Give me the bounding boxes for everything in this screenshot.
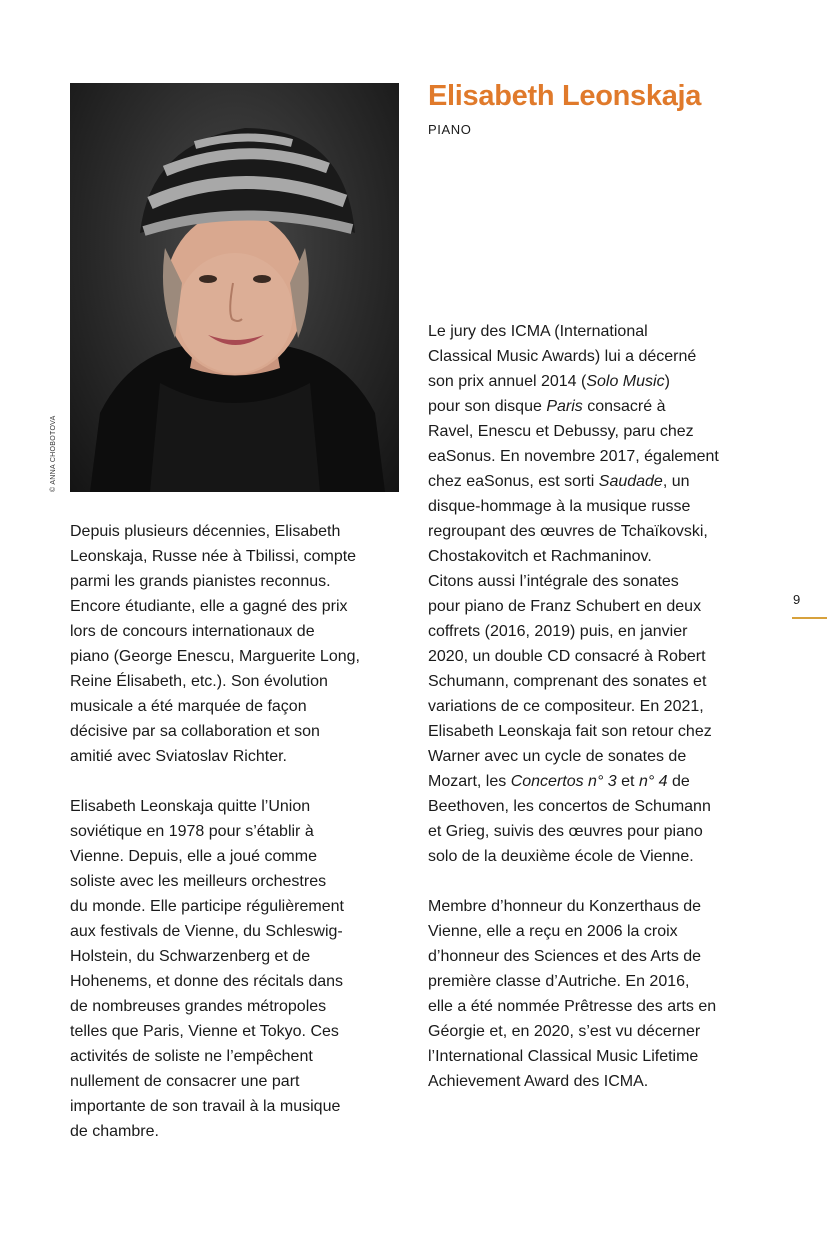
text-segment: consacré à (582, 398, 666, 415)
text-line: telles que Paris, Vienne et Tokyo. Ces (70, 1023, 339, 1040)
italic-title: n° 4 (638, 773, 668, 790)
text-line (428, 719, 758, 744)
text-line (428, 544, 758, 569)
text-line (428, 694, 758, 719)
text-segment: Schumann, comprenant des sonates et (428, 673, 707, 690)
text-line: Reine Élisabeth, etc.). Son évolution (70, 673, 328, 690)
text-line: Depuis plusieurs décennies, Elisabeth (70, 523, 341, 540)
text-segment: Achievement Award des ICMA. (428, 1073, 649, 1090)
italic-title: Saudade (598, 473, 663, 490)
text-line (428, 444, 758, 469)
text-segment: Vienne, elle a reçu en 2006 la croix (428, 923, 678, 940)
text-segment: regroupant des œuvres de Tchaïkovski, (428, 523, 708, 540)
text-line: Elisabeth Leonskaja quitte l’Union (70, 798, 311, 815)
text-line: aux festivals de Vienne, du Schleswig- (70, 923, 343, 940)
text-segment: et Grieg, suivis des œuvres pour piano (428, 823, 703, 840)
text-line (428, 519, 758, 544)
text-line (428, 419, 758, 444)
text-segment: Le jury des ICMA (International (428, 323, 648, 340)
text-segment: variations de ce compositeur. En 2021, (428, 698, 704, 715)
text-line: amitié avec Sviatoslav Richter. (70, 748, 287, 765)
text-segment: elle a été nommée Prêtresse des arts en (428, 998, 717, 1015)
text-line: Holstein, du Schwarzenberg et de (70, 948, 311, 965)
text-line (428, 919, 758, 944)
text-line (428, 1019, 758, 1044)
biography-paragraph (70, 794, 400, 1144)
portrait-illustration (70, 83, 399, 492)
artist-instrument: PIANO (428, 122, 472, 137)
text-line (428, 894, 758, 919)
photo-credit: © ANNA CHOBOTOVA (50, 415, 57, 492)
text-line (428, 669, 758, 694)
text-line (428, 369, 758, 394)
text-line (428, 794, 758, 819)
text-segment: Citons aussi l’intégrale des sonates (428, 573, 679, 590)
text-line: Vienne. Depuis, elle a joué comme (70, 848, 317, 865)
text-segment: Elisabeth Leonskaja fait son retour chez (428, 723, 712, 740)
text-segment: chez eaSonus, est sorti (428, 473, 599, 490)
page-number: 9 (793, 592, 801, 607)
text-line (428, 394, 758, 419)
text-line (428, 1044, 758, 1069)
text-line (428, 644, 758, 669)
text-line: soliste avec les meilleurs orchestres (70, 873, 327, 890)
text-line (428, 619, 758, 644)
text-segment: Classical Music Awards) lui a décerné (428, 348, 697, 365)
text-segment: Beethoven, les concertos de Schumann (428, 798, 711, 815)
text-segment: son prix annuel 2014 ( (428, 373, 587, 390)
text-line (428, 469, 758, 494)
text-line: musicale a été marquée de façon (70, 698, 307, 715)
text-line: décisive par sa collaboration et son (70, 723, 320, 740)
text-line (428, 944, 758, 969)
text-segment: l’International Classical Music Lifetime (428, 1048, 699, 1065)
text-line (428, 819, 758, 844)
text-segment: pour son disque (428, 398, 547, 415)
text-segment: Membre d’honneur du Konzerthaus de (428, 898, 702, 915)
text-line: Leonskaja, Russe née à Tbilissi, compte (70, 548, 357, 565)
text-line: parmi les grands pianistes reconnus. (70, 573, 331, 590)
text-line (428, 569, 758, 594)
text-segment: 2020, un double CD consacré à Robert (428, 648, 706, 665)
italic-title: Solo Music (586, 373, 665, 390)
text-line: lors de concours internationaux de (70, 623, 315, 640)
text-line: Hohenems, et donne des récitals dans (70, 973, 344, 990)
text-segment: Warner avec un cycle de sonates de (428, 748, 687, 765)
biography-right-column (428, 319, 758, 1119)
text-segment: première classe d’Autriche. En 2016, (428, 973, 690, 990)
text-line: importante de son travail à la musique (70, 1098, 341, 1115)
text-segment: solo de la deuxième école de Vienne. (428, 848, 694, 865)
text-line (428, 994, 758, 1019)
text-line (428, 969, 758, 994)
text-segment: Chostakovitch et Rachmaninov. (428, 548, 652, 565)
text-line: Encore étudiante, elle a gagné des prix (70, 598, 348, 615)
italic-title: Concertos n° 3 (510, 773, 617, 790)
text-segment: Géorgie et, en 2020, s’est vu décerner (428, 1023, 701, 1040)
text-line (428, 494, 758, 519)
biography-paragraph (428, 319, 758, 869)
text-segment: coffrets (2016, 2019) puis, en janvier (428, 623, 688, 640)
text-line: nullement de consacrer une part (70, 1073, 300, 1090)
text-segment: Ravel, Enescu et Debussy, paru chez (428, 423, 694, 440)
biography-left-column (70, 519, 400, 1169)
page-number-rule (792, 617, 827, 619)
text-line: de nombreuses grandes métropoles (70, 998, 327, 1015)
text-segment: disque-hommage à la musique russe (428, 498, 691, 515)
text-segment: et (616, 773, 639, 790)
text-line (428, 344, 758, 369)
text-segment: ) (664, 373, 670, 390)
text-line (428, 744, 758, 769)
italic-title: Paris (546, 398, 583, 415)
text-line (428, 844, 758, 869)
text-line: piano (George Enescu, Marguerite Long, (70, 648, 360, 665)
artist-name: Elisabeth Leonskaja (428, 80, 702, 112)
text-segment: pour piano de Franz Schubert en deux (428, 598, 702, 615)
text-segment: , un (662, 473, 690, 490)
text-line: du monde. Elle participe régulièrement (70, 898, 344, 915)
biography-paragraph (70, 519, 400, 769)
text-line: activités de soliste ne l’empêchent (70, 1048, 313, 1065)
text-segment: d’honneur des Sciences et des Arts de (428, 948, 702, 965)
text-line (428, 769, 758, 794)
text-segment: de (667, 773, 690, 790)
biography-paragraph (428, 894, 758, 1094)
portrait-photo (70, 83, 399, 492)
text-segment: Mozart, les (428, 773, 511, 790)
text-line (428, 1069, 758, 1094)
text-line: soviétique en 1978 pour s’établir à (70, 823, 314, 840)
text-segment: eaSonus. En novembre 2017, également (428, 448, 719, 465)
text-line: de chambre. (70, 1123, 159, 1140)
text-line (428, 319, 758, 344)
text-line (428, 594, 758, 619)
